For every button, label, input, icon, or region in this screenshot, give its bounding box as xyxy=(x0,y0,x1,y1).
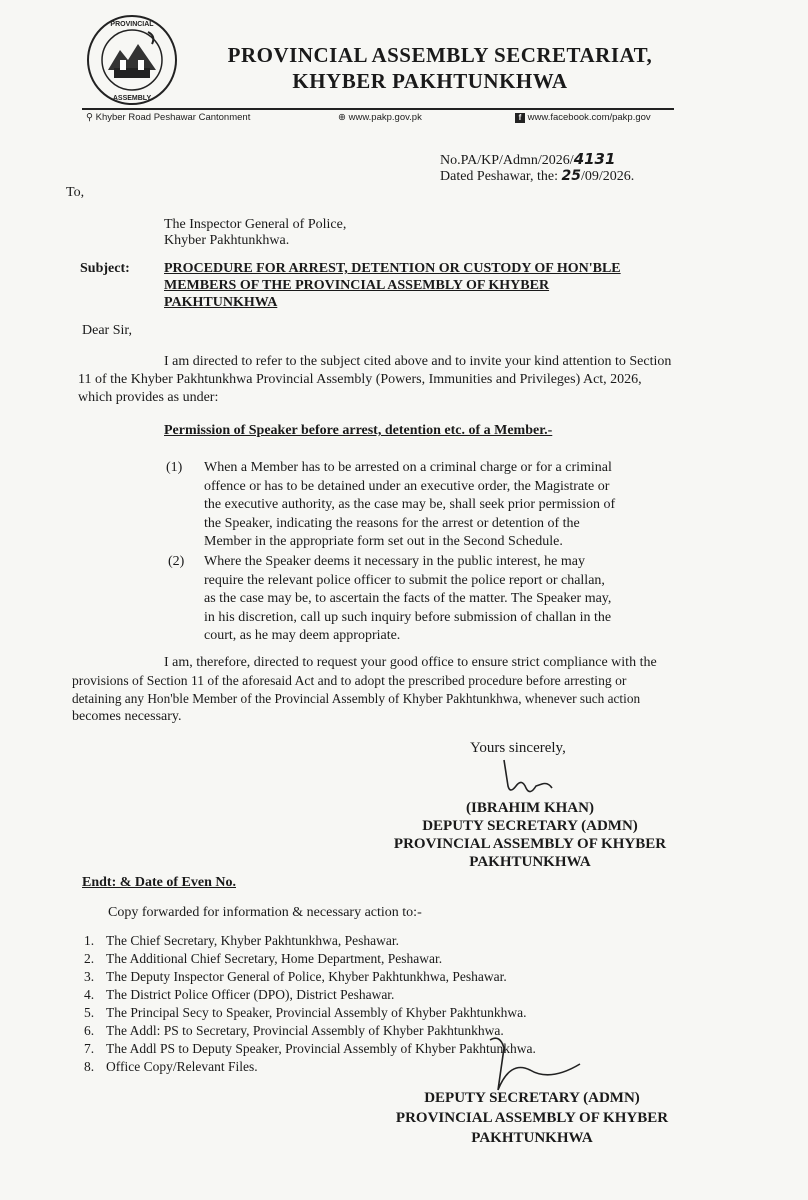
para1-line3: which provides as under: xyxy=(78,390,219,405)
clause2-line: Where the Speaker deems it necessary in the public interest, he may xyxy=(204,554,585,569)
list-item-text: Office Copy/Relevant Files. xyxy=(106,1059,258,1074)
para1-line1: I am directed to refer to the subject cited above and to invite your kind attention to Section xyxy=(164,354,672,369)
list-item-number: 3. xyxy=(84,969,95,984)
reference-handwritten-number: 4131 xyxy=(573,150,616,168)
clause2-line: in his discretion, call up such inquiry before submission of challan in the xyxy=(204,609,612,625)
reference-prefix: No.PA/KP/Admn/2026/ xyxy=(440,153,574,168)
signature-image xyxy=(496,756,606,804)
list-item-number: 2. xyxy=(84,951,95,966)
facebook-text: www.facebook.com/pakp.gov xyxy=(527,112,651,123)
address-item xyxy=(86,112,250,123)
clause2-line: court, as he may deem appropriate. xyxy=(204,628,401,643)
closing: Yours sincerely, xyxy=(470,740,566,756)
signatory-org-line2: PAKHTUNKHWA xyxy=(469,854,591,870)
endorsement-heading: Endt: & Date of Even No. xyxy=(82,875,236,890)
para2-line4: becomes necessary. xyxy=(72,709,182,724)
date-handwritten-day: 25 xyxy=(561,168,581,184)
clause1-text xyxy=(204,459,642,552)
clause2-line: as the case may be, to ascertain the facts of the matter. The Speaker may, xyxy=(204,591,612,606)
list-item-text: The District Police Officer (DPO), District Peshawar. xyxy=(106,987,395,1002)
clause1-line: Member in the appropriate form set out in the Second Schedule. xyxy=(204,534,563,549)
reference-date xyxy=(440,167,634,186)
website-item xyxy=(338,112,422,123)
list-item xyxy=(84,932,536,950)
facebook-icon: f xyxy=(515,113,525,123)
list-item-number: 8. xyxy=(84,1059,95,1074)
copy-list xyxy=(84,932,536,1076)
list-item xyxy=(84,1058,536,1076)
date-suffix: /09/2026. xyxy=(581,169,635,184)
address-text: Khyber Road Peshawar Cantonment xyxy=(95,112,251,123)
list-item xyxy=(84,1022,536,1040)
facebook-item xyxy=(515,112,651,123)
list-item-text: The Addl: PS to Secretary, Provincial Assembly of Khyber Pakhtunkhwa. xyxy=(106,1023,504,1038)
para2-line3: detaining any Hon'ble Member of the Provincial Assembly of Khyber Pakhtunkhwa, whenever such action xyxy=(72,691,641,706)
secretariat-title-line1: PROVINCIAL ASSEMBLY SECRETARIAT, xyxy=(227,43,653,67)
signatory-org-line1: PROVINCIAL ASSEMBLY OF KHYBER xyxy=(393,836,667,852)
svg-text:ASSEMBLY: ASSEMBLY xyxy=(112,95,152,102)
clause1-line: offence or has to be detained under an executive order, the Magistrate or xyxy=(204,478,610,494)
list-item-text: The Addl PS to Deputy Speaker, Provincial Assembly of Khyber Pakhtunkhwa. xyxy=(106,1041,536,1056)
para2-line2: provisions of Section 11 of the aforesaid Act and to adopt the prescribed procedure before arresting or xyxy=(72,673,627,688)
header-divider xyxy=(82,108,674,110)
clause2-text xyxy=(204,553,642,646)
para1-line2: 11 of the Khyber Pakhtunkhwa Provincial Assembly (Powers, Immunities and Privileges) Act, 2026, xyxy=(78,372,642,387)
globe-icon: ⊕ xyxy=(338,112,346,123)
footer-designation: DEPUTY SECRETARY (ADMN) xyxy=(424,1090,640,1106)
subject-line3: PAKHTUNKHWA xyxy=(164,295,278,310)
list-item-number: 6. xyxy=(84,1023,95,1038)
section-heading: Permission of Speaker before arrest, detention etc. of a Member.- xyxy=(164,423,553,438)
clause1-line: When a Member has to be arrested on a criminal charge or for a criminal xyxy=(204,460,612,475)
list-item xyxy=(84,986,536,1004)
website-text: www.pakp.gov.pk xyxy=(348,112,422,123)
addressee-line1: The Inspector General of Police, xyxy=(164,217,347,232)
signatory-designation: DEPUTY SECRETARY (ADMN) xyxy=(422,818,638,834)
subject-label: Subject: xyxy=(80,261,130,276)
clause1-number: (1) xyxy=(166,460,183,475)
to-label: To, xyxy=(66,185,85,200)
assembly-seal-logo xyxy=(86,14,178,106)
clause2-line: require the relevant police officer to submit the police report or challan, xyxy=(204,572,605,588)
date-prefix: Dated Peshawar, the: xyxy=(440,169,559,184)
list-item-number: 7. xyxy=(84,1041,95,1056)
subject-line1: PROCEDURE FOR ARREST, DETENTION OR CUSTODY OF HON'BLE xyxy=(164,261,621,276)
list-item-text: The Additional Chief Secretary, Home Department, Peshawar. xyxy=(106,951,443,966)
list-item xyxy=(84,968,536,986)
signatory-name: (IBRAHIM KHAN) xyxy=(466,800,594,816)
subject-line2: MEMBERS OF THE PROVINCIAL ASSEMBLY OF KHYBER xyxy=(164,278,550,293)
addressee-line2: Khyber Pakhtunkhwa. xyxy=(164,233,290,248)
secretariat-title-line2: KHYBER PAKHTUNKHWA xyxy=(292,69,568,93)
list-item-text: The Principal Secy to Speaker, Provincial Assembly of Khyber Pakhtunkhwa. xyxy=(106,1005,527,1020)
svg-text:PROVINCIAL: PROVINCIAL xyxy=(110,21,154,28)
endorsement-intro: Copy forwarded for information & necessary action to:- xyxy=(108,905,422,920)
list-item xyxy=(84,1040,536,1058)
location-pin-icon: ⚲ xyxy=(86,112,93,123)
list-item-number: 4. xyxy=(84,987,95,1002)
list-item-text: The Chief Secretary, Khyber Pakhtunkhwa, Peshawar. xyxy=(106,933,400,948)
para2-line1: I am, therefore, directed to request your good office to ensure strict compliance with the xyxy=(164,655,657,670)
list-item xyxy=(84,1004,536,1022)
footer-org-line1: PROVINCIAL ASSEMBLY OF KHYBER xyxy=(395,1110,669,1126)
list-item xyxy=(84,950,536,968)
list-item-number: 5. xyxy=(84,1005,95,1020)
list-item-text: The Deputy Inspector General of Police, Khyber Pakhtunkhwa, Peshawar. xyxy=(106,969,507,984)
clause2-number: (2) xyxy=(168,554,185,569)
list-item-number: 1. xyxy=(84,933,95,948)
salutation: Dear Sir, xyxy=(82,323,132,338)
footer-org-line2: PAKHTUNKHWA xyxy=(471,1130,593,1146)
clause1-line: the executive authority, as the case may be, shall seek prior permission of xyxy=(204,497,616,512)
clause1-line: the Speaker, indicating the reasons for the arrest or detention of the xyxy=(204,515,580,531)
